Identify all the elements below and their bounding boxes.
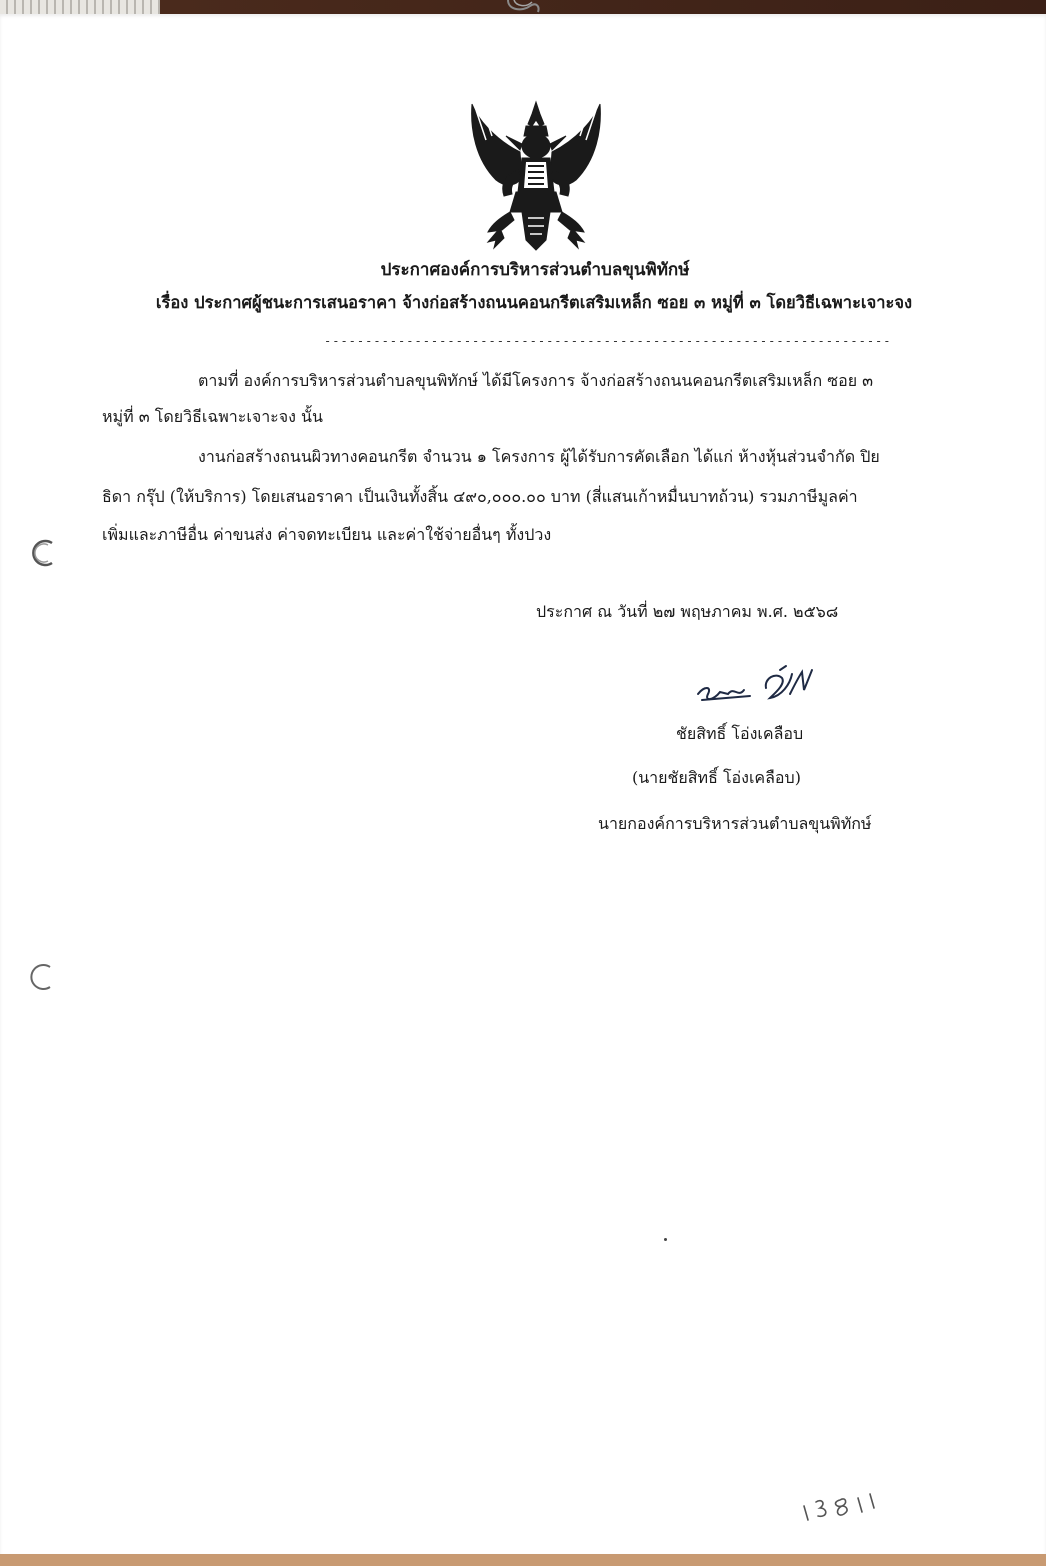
punch-hole-icon (28, 538, 58, 568)
paper-clip-icon (500, 0, 546, 14)
document-title: ประกาศองค์การบริหารส่วนตำบลขุนพิทักษ์ (380, 260, 690, 280)
signer-position: นายกองค์การบริหารส่วนตำบลขุนพิทักษ์ (598, 814, 872, 833)
garuda-emblem-icon (466, 100, 606, 252)
signer-name-formal: (นายชัยสิทธิ์ โอ่งเคลือบ) (632, 768, 801, 787)
signer-name: ชัยสิทธิ์ โอ่งเคลือบ (676, 724, 804, 743)
paragraph-1-line-1: ตามที่ องค์การบริหารส่วนตำบลขุนพิทักษ์ ได้มีโครงการ จ้างก่อสร้างถนนคอนกรีตเสริมเหล็ก ซอย ๓ (198, 371, 874, 390)
paragraph-1-line-2: หมู่ที่ ๓ โดยวิธีเฉพาะเจาะจง นั้น (102, 407, 323, 426)
title-divider: --------------------------------------------------------------------- (324, 334, 892, 348)
punch-hole-icon (26, 962, 56, 992)
paragraph-2-line-2: ธิดา กรุ๊ป (ให้บริการ) โดยเสนอราคา เป็นเงินทั้งสิ้น ๔๙๐,๐๐๐.๐๐ บาท (สี่แสนเก้าหมื่นบาทถ้วน) รวมภาษีมูลค่า (102, 487, 858, 506)
announced-date: ประกาศ ณ วันที่ ๒๗ พฤษภาคม พ.ศ. ๒๕๖๘ (536, 602, 839, 621)
paper-speck (664, 1238, 667, 1241)
document-subject: เรื่อง ประกาศผู้ชนะการเสนอราคา จ้างก่อสร้างถนนคอนกรีตเสริมเหล็ก ซอย ๓ หมู่ที่ ๓ โดยวิธีเฉพาะเจาะจง (155, 293, 913, 312)
handwritten-signature-icon (694, 664, 824, 708)
paragraph-2-line-1: งานก่อสร้างถนนผิวทางคอนกรีต จำนวน ๑ โครงการ ผู้ได้รับการคัดเลือก ได้แก่ ห้างหุ้นส่วนจำกัด ปิย (198, 447, 880, 466)
background-desk-bottom (0, 1552, 1046, 1566)
paragraph-2-line-3: เพิ่มและภาษีอื่น ค่าขนส่ง ค่าจดทะเบียน และค่าใช้จ่ายอื่นๆ ทั้งปวง (102, 525, 552, 544)
handwritten-page-note (800, 1476, 896, 1520)
